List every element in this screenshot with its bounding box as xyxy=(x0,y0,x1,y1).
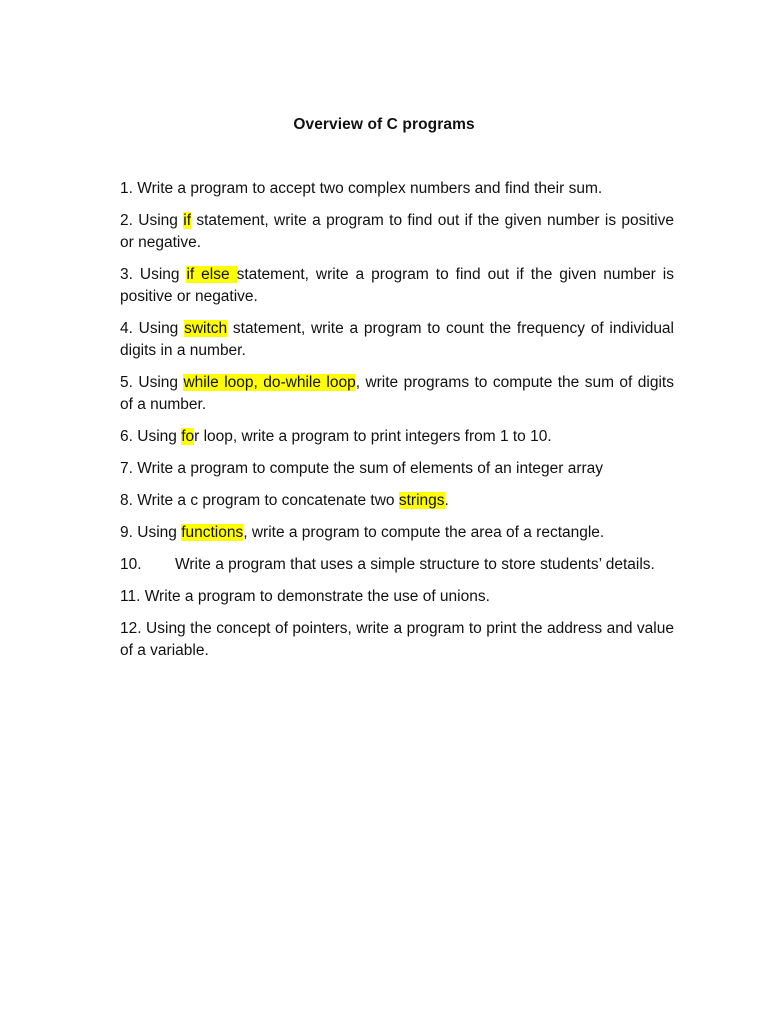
item-text: statement, write a program to count the frequency of individual digits in a number. xyxy=(120,320,674,359)
item-text: . xyxy=(444,492,449,509)
item-number: 4. xyxy=(120,320,133,337)
item-number: 5. xyxy=(120,374,133,391)
item-text: Using xyxy=(132,320,185,337)
item-text: Using xyxy=(132,266,187,283)
item-number: 3. xyxy=(120,266,133,283)
item-text: statement, write a program to find out if the given number is positive or negative. xyxy=(120,212,674,251)
item-text: Using xyxy=(132,428,182,445)
item-text: Write a program to demonstrate the use of unions. xyxy=(140,588,490,605)
list-item xyxy=(120,210,674,254)
list-item xyxy=(120,586,674,608)
item-text: Using xyxy=(132,524,182,541)
list-item xyxy=(120,264,674,308)
list-item xyxy=(120,372,674,416)
list-item xyxy=(120,554,674,576)
list-item xyxy=(120,458,674,480)
item-number: 6. xyxy=(120,428,133,445)
item-text: Write a c program to concatenate two xyxy=(132,492,399,509)
item-text: r loop, write a program to print integers from 1 to 10. xyxy=(194,428,552,445)
item-text: Write a program that uses a simple structure to store students’ details. xyxy=(175,556,655,573)
highlighted-keyword: if xyxy=(183,212,191,229)
page-title: Overview of C programs xyxy=(293,116,475,133)
highlighted-keyword: switch xyxy=(184,320,228,337)
list-item xyxy=(120,490,674,512)
item-text: Using xyxy=(132,212,184,229)
item-number: 12. xyxy=(120,620,142,637)
list-item xyxy=(120,618,674,662)
list-item xyxy=(120,318,674,362)
item-text: Using the concept of pointers, write a program to print the address and value of a variable. xyxy=(120,620,674,659)
item-text: Using xyxy=(132,374,184,391)
highlighted-keyword: fo xyxy=(181,428,195,445)
item-number: 7. xyxy=(120,460,133,477)
item-text: Write a program to accept two complex numbers and find their sum. xyxy=(132,180,603,197)
highlighted-keyword: if else xyxy=(186,266,237,283)
item-number: 2. xyxy=(120,212,133,229)
item-number: 11. xyxy=(120,588,141,605)
item-number: 8. xyxy=(120,492,133,509)
item-number: 10. xyxy=(120,556,142,573)
item-text: , write programs to compute the sum of digits of a number. xyxy=(120,374,674,413)
highlighted-keyword: functions xyxy=(181,524,244,541)
highlighted-keyword: while loop, do-while loop xyxy=(183,374,356,391)
item-text: Write a program to compute the sum of elements of an integer array xyxy=(132,460,604,477)
list-item xyxy=(120,178,674,200)
item-number: 1. xyxy=(120,180,133,197)
item-text: statement, write a program to find out if the given number is positive or negative. xyxy=(120,266,674,305)
list-item xyxy=(120,522,674,544)
highlighted-keyword: strings xyxy=(398,492,445,509)
exercise-list xyxy=(120,178,674,672)
list-item xyxy=(120,426,674,448)
item-text: , write a program to compute the area of a rectangle. xyxy=(243,524,605,541)
item-number: 9. xyxy=(120,524,133,541)
